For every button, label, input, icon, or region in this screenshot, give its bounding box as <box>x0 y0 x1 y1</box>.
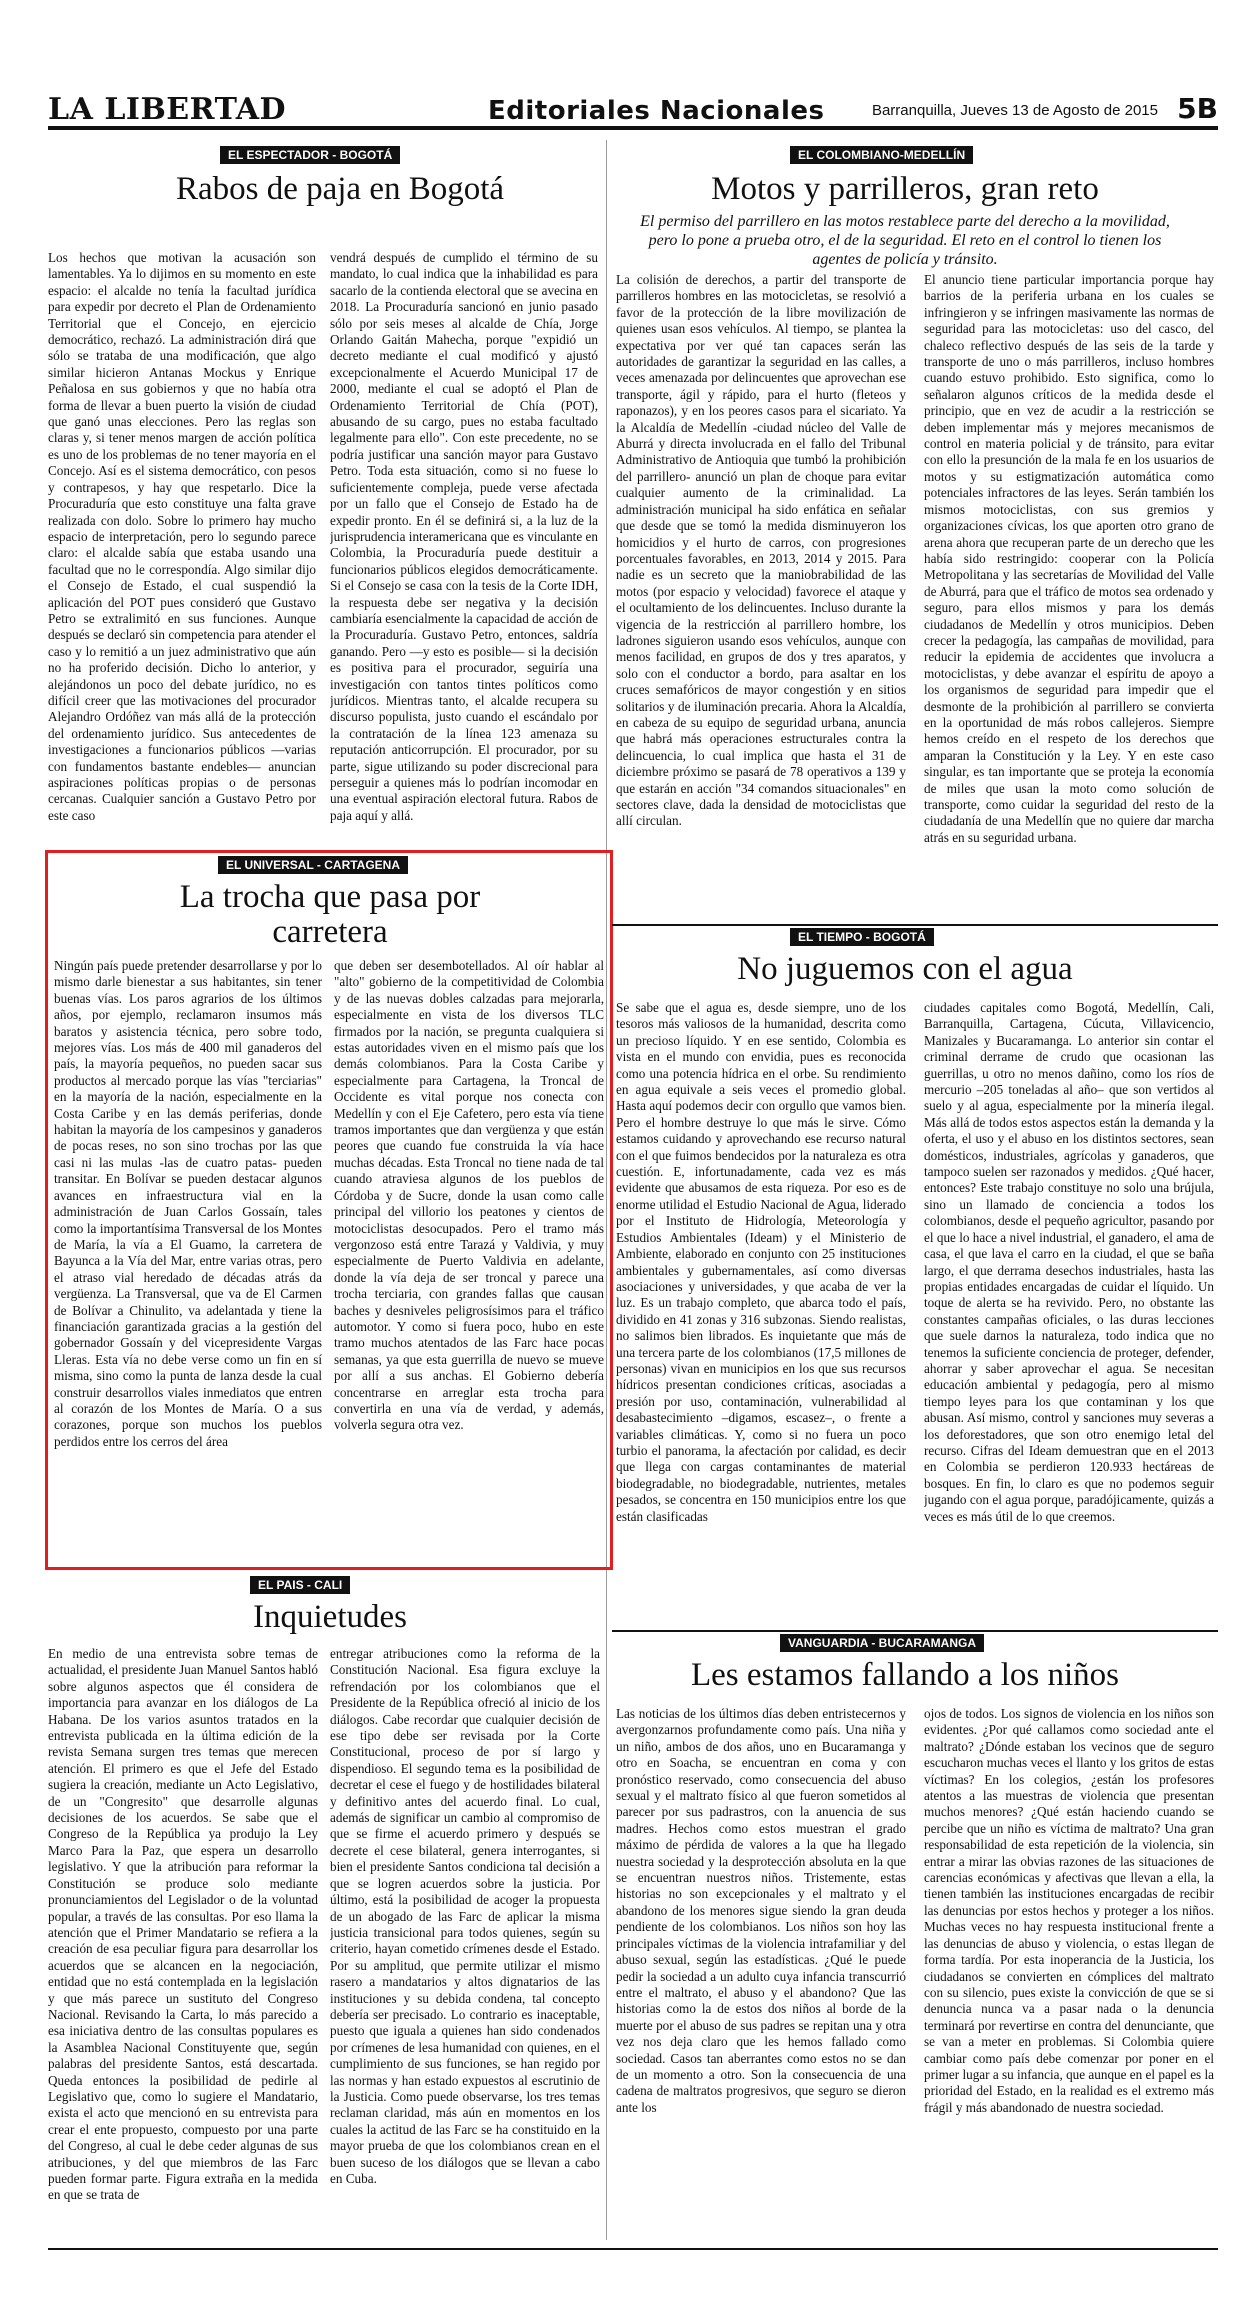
article-column: Las noticias de los últimos días deben entristecernos y avergonzarnos profundamente como país. Una niña y un niño, ambos de dos años, uno en Bucaramanga y otro en Soacha, se encuentran en coma y con pronóstico reservado, como consecuencia del abuso sexual y el maltrato físico al que fueron sometidos al parecer por sus padrastros, con la anuencia de sus madres. Hechos como estos muestran el grado máximo de pérdida de valores a la que ha llegado nuestra sociedad y la desprotección absoluta en la que se encuentran nuestros niños. Tristemente, estas historias no son excepcionales y el maltrato y el abandono de los menores sigue siendo la gran deuda pendiente de los colombianos. Los niños son hoy las principales víctimas de la violencia intrafamiliar y del abuso sexual, según las estadísticas. ¿Qué le puede pedir la sociedad a un adulto cuya infancia transcurrió entre el maltrato, el abuso y el abandono? Que las historias como la de estos dos niños al borde de la muerte por el abuso de sus padres se repitan una y otra vez nos deja claro que les hemos fallado como sociedad. Casos tan aberrantes como estos no se dan de un momento a otro. Son la consecuencia de una cadena de maltratos progresivos, que seguro se dieron ante los <box>616 1706 906 2115</box>
article-source-tag: EL TIEMPO - BOGOTÁ <box>790 928 934 946</box>
article-lede: El permiso del parrillero en las motos restablece parte del derecho a la movilidad, pero lo pone a prueba otro, el de la seguridad. El reto en el control lo tienen los agentes de policía y tránsito. <box>640 213 1170 268</box>
page-number: 5B <box>1177 92 1218 125</box>
article-column: entregar atribuciones como la reforma de la Constitución Nacional. Esa figura excluye la refrendación por los colombianos que el Presidente de la República ofreció al inicio de los diálogos. Cabe recordar que cualquier decisión de ese tipo debe ser revisada por la Corte Constitucional, proceso de por sí largo y dispendioso. El segundo tema es la posibilidad de decretar el cese el fuego y de hostilidades bilateral y definitivo antes del acuerdo final. Lo cual, además de significar un cambio al compromiso de que se firme el acuerdo primero y después se decrete el cese bilateral, genera interrogantes, si bien el presidente Santos condiciona tal decisión a que se logren acuerdos sobre la justicia. Por último, está la posibilidad de acoger la propuesta de un abogado de las Farc de aplicar la misma justicia transicional para todos quienes, según su criterio, hayan cometido crímenes desde el Estado. Por su amplitud, que permite utilizar el mismo rasero a mandatarios y altos dignatarios de las instituciones y su debida condena, tal concepto debería ser precisado. Lo contrario es inaceptable, puesto que iguala a quienes han sido condenados por crímenes de lesa humanidad con quienes, en el cumplimiento de sus funciones, se han regido por las normas y han estado expuestos al escrutinio de la Justicia. Como puede observarse, los tres temas reclaman claridad, más aún en momentos en los cuales la actitud de las Farc se ha constituido en la mayor prueba de que los colombianos crean en el buen suceso de los diálogos que se llevan a cabo en Cuba. <box>330 1646 600 2186</box>
article-column: ciudades capitales como Bogotá, Medellín, Cali, Barranquilla, Cartagena, Cúcuta, Villavicencio, Manizales y Bucaramanga. Lo anterior sin contar el criminal derrame de crudo que ocasionan las guerrillas, u otro no menos dañino, como los ríos de mercurio –205 toneladas al año– que son vertidos al suelo y al agua, especialmente por la minería ilegal. Más allá de todos estos aspectos están la demanda y la oferta, el uso y el abuso en los distintos sectores, sean domésticos, industriales, agrícolas y ganaderos, que tampoco suelen ser razonados y medidos. ¿Qué hacer, entonces? Este trabajo constituye no solo una brújula, sino un llamado de conciencia a todos los colombianos, desde el pequeño agricultor, pasando por el que lo hace a nivel industrial, el ganadero, el ama de casa, el que lava el carro en la ciudad, el que se baña largo, el que derrama desechos industriales, hasta las propias entidades encargadas de cuidar el líquido. Un toque de alerta se ha revivido. Pero, no obstante las constantes campañas oficiales, o las duras lecciones que suele darnos la naturaleza, todo indica que no tenemos la suficiente conciencia de proteger, defender, ahorrar y saber aprovechar el agua. Se necesitan educación ambiental y pedagogía, pero al mismo tiempo leyes para los que contaminan y los que abusan. Así mismo, control y sanciones muy severas a los deforestadores, que son otro enemigo letal del recurso. Cifras del Ideam demuestran que en el 2013 en Colombia se perdieron 120.933 hectáreas de bosques. En fin, lo claro es que no podemos seguir jugando con el agua porque, paradójicamente, quizás a veces es más útil de lo que creemos. <box>924 1000 1214 1524</box>
article-source-tag: EL ESPECTADOR - BOGOTÁ <box>220 146 400 164</box>
article-column: que deben ser desembotellados. Al oír hablar al "alto" gobierno de la competitividad de Colombia y de las nuevas dobles calzadas para mejorarla, especialmente en vista de los diversos TLC firmados por la nación, se pregunta cualquiera si estas autoridades viven en el mismo país que los demás colombianos. Para la Costa Caribe y especialmente para Cartagena, la Troncal de Occidente es vital porque nos conecta con Medellín y con el Eje Cafetero, pero esta vía tiene tramos importantes que dan vergüenza y que están peores que cuando fue construida la vía hace muchas décadas. Esta Troncal no tiene nada de tal cuando atraviesa algunos de los pueblos de Córdoba y de Sucre, donde la usan como calle principal del villorio los peatones y cientos de motociclistas desocupados. Pero el tramo más vergonzoso está entre Tarazá y Valdivia, y muy especialmente de Puerto Valdivia en adelante, donde la vía deja de ser troncal y parece una trocha terciaria, con grandes fallas que causan baches y desniveles peligrosísimos para el tráfico automotor. Y como si fuera poco, hubo en este tramo muchos atentados de las Farc hace pocas semanas, ya que esta guerrilla de nuevo se mueve por allí a sus anchas. El Gobierno debería concentrarse en arreglar esta trocha para convertirla en una vía de verdad, y además, volverla segura otra vez. <box>334 958 604 1433</box>
article-source-tag: VANGUARDIA - BUCARAMANGA <box>780 1634 984 1652</box>
article-column: ojos de todos. Los signos de violencia en los niños son evidentes. ¿Por qué callamos como sociedad ante el maltrato? ¿Dónde estaban los vecinos que de seguro escucharon muchas veces el llanto y los gritos de estas víctimas? En los colegios, ¿están los profesores atentos a las muestras de violencia que presentan muchos menores? ¿Qué están haciendo cuando se percibe que un niño es víctima de maltrato? Una gran responsabilidad de esta repetición de la violencia, sin entrar a mirar las obvias razones de las situaciones de carencias económicas y afectivas que llevan a ella, la tienen también las instituciones encargadas de recibir las denuncias por estos hechos y proteger a los niños. Muchas veces no hay respuesta institucional frente a las denuncias de abuso y violencia, o estas llegan de forma tardía. Por esta inoperancia de la Justicia, los ciudadanos se convierten en cómplices del maltrato con su silencio, pues existe la convicción de que se si denuncia nunca va a pasar nada o la denuncia terminará por revertirse en contra del denunciante, que se van a meter en problemas. Si Colombia quiere cambiar como país debe comenzar por poner en el primer lugar a su infancia, que aunque en el papel es la prioridad del Estado, en la realidad es el extremo más frágil y más abandonado de nuestra sociedad. <box>924 1706 1214 2115</box>
article-headline: Rabos de paja en Bogotá <box>175 171 505 207</box>
article-headline: La trocha que pasa por carretera <box>179 879 481 950</box>
article-column: Ningún país puede pretender desarrollarse y por lo mismo darle bienestar a sus habitantes, sin tener buenas vías. Los paros agrarios de los últimos años, por ejemplo, reclamaron insumos más baratos y asistencia técnica, pero sobre todo, mejores vías. Los más de 400 mil ganaderos del país, la mayoría pequeños, no pueden sacar sus productos al mercado porque las vías "terciarias" en la mayoría de la nación, especialmente en la Costa Caribe y en las demás periferias, donde habitan la mayoría de los campesinos y ganaderos de pocas reses, no son sino trochas por las que casi ni las mulas -las de cuatro patas- pueden transitar. En Bolívar se pueden destacar algunos avances en infraestructura vial en la administración de Juan Carlos Gossaín, tales como la importantísima Transversal de los Montes de María, la vía a El Guamo, la carretera de Bayunca a la Vía del Mar, entre varias otras, pero el atraso vial heredado de décadas atrás da vergüenza. La Transversal, que va de El Carmen de Bolívar a Chinulito, va adelantada y tiene la financiación garantizada gracias a la gestión del gobernador Gossaín y del vicepresidente Vargas Lleras. Esta vía no debe verse como un fin en sí misma, sino como la punta de lanza desde la cual construir desarrollos viales inmediatos que entren al corazón de los Montes de María. O a sus corazones, porque son muchos los pueblos perdidos entre los cerros del área <box>54 958 322 1449</box>
section-divider <box>612 1630 1218 1632</box>
article-column: En medio de una entrevista sobre temas de actualidad, el presidente Juan Manuel Santos habló sobre algunos aspectos que él considera de importancia para avanzar en los diálogos de La Habana. De los varios asuntos tratados en la entrevista publicada en la última edición de la revista Semana surgen tres temas que merecen atención. El primero es que el Jefe del Estado sugiera la creación, mediante un Acto Legislativo, de un "Congresito" que desarrolle algunas decisiones de los acuerdos. Se sabe que el Congreso de la República ya produjo la Ley Marco Para la Paz, que espera un desarrollo legislativo. Y que la atribución para reformar la Constitución se produce solo mediante pronunciamientos del Legislador o de la voluntad popular, a través de las consultas. Por eso llama la atención que el Primer Mandatario se refiera a la creación de esa peculiar figura para desarrollar los acuerdos que se alcancen en la negociación, entidad que no está contemplada en la legislación y que más parece un sustituto del Congreso Nacional. Revisando la Carta, lo más parecido a esa iniciativa dentro de las consultas populares es la Asamblea Nacional Constituyente que, según palabras del presidente Santos, está descartada. Queda entonces la posibilidad de pedirle al Legislativo que, como lo sugiere el Mandatario, exista el acto que mencionó en su entrevista para crear el ente propuesto, compuesto por una parte del Congreso, al cual le debe ceder algunas de sus atribuciones, y del que miembros de las Farc pueden formar parte. Figura extraña en la medida en que se trata de <box>48 1646 318 2203</box>
dateline: Barranquilla, Jueves 13 de Agosto de 2015 <box>871 102 1158 119</box>
article-column: El anuncio tiene particular importancia porque hay barrios de la periferia urbana en los cuales se infringieron y se infringen masivamente las normas de seguridad para las motocicletas: uso del casco, del chaleco reflectivo después de las seis de la tarde y transporte de uno o más parrilleros, incluso hombres cuando estuvo prohibido. Esto significa, como lo señalaron algunos críticos de la medida desde el principio, que en vez de acudir a la restricción se deben implementar más y mejores mecanismos de control en materia policial y de tránsito, para evitar con ello la presunción de la mala fe en los usuarios de motos y su estigmatización automática como potenciales infractores de las leyes. Serán también los mismos motociclistas, con sus gremios y organizaciones cívicas, los que aporten otro grano de arena ahora que recuperan parte de un derecho que les había sido restringido: cooperar con la Policía Metropolitana y las secretarías de Movilidad del Valle de Aburrá, para que el tráfico de motos sea ordenado y seguro, para ellos mismos y para los demás ciudadanos de Medellín y otros municipios. Deben crecer la pedagogía, las campañas de movilidad, para reducir la epidemia de accidentes que involucra a motociclistas, y debe avanzar el espíritu de apoyo a los organismos de seguridad para impedir que el desmonte de la prohibición al parrillero se convierta en la oportunidad de más robos callejeros. Siempre hemos creído en el respeto de los derechos que amparan la Constitución y la Ley. Y en este caso singular, es tan importante que se proteja la economía de miles que usan la moto como solución de transporte, como cuidar la seguridad del resto de la ciudadanía de una Medellín que no quiere dar marcha atrás en su seguridad urbana. <box>924 272 1214 845</box>
article-source-tag: EL PAIS - CALI <box>250 1576 350 1594</box>
article-headline: No juguemos con el agua <box>737 951 1073 987</box>
article-source-tag: EL COLOMBIANO-MEDELLÍN <box>790 146 973 164</box>
article-column: Los hechos que motivan la acusación son lamentables. Ya lo dijimos en su momento en este espacio: el alcalde no tenía la facultad jurídica para expedir por decreto el Plan de Ordenamiento Territorial que el Concejo, en ejercicio democrático, rechazó. La administración dirá que sólo se trataba de una modificación, que algo similar hicieron Antanas Mockus y Enrique Peñalosa en sus gobiernos y que no había otra forma de llevar a buen puerto la visión de ciudad que ganó unas elecciones. Pero las reglas son claras y, si tener menos margen de acción política es uno de los problemas de no tener mayoría en el Concejo. Así es el sistema democrático, con pesos y contrapesos, y hay que respetarlo. Dice la Procuraduría que esto constituye una falta grave realizada con dolo. Sobre lo primero hay mucho espacio de interpretación, pero lo segundo parece claro: el alcalde sabía que estaba usando una facultad que no le correspondía. Algo similar dijo el Consejo de Estado, el cual suspendió la aplicación del POT pues consideró que Gustavo Petro se extralimitó en sus funciones. Aunque después se declaró sin competencia para atender el caso y lo remitió a un juez administrativo que aún no ha proferido decisión. Dicho lo anterior, y alejándonos un poco del debate jurídico, no es difícil creer que las motivaciones del procurador Alejandro Ordóñez van más allá de la protección del ordenamiento jurídico. Sus antecedentes de investigaciones a funcionarios públicos —varias con fundamentos bastante endebles— anuncian aspiraciones políticas propias o de personas cercanas. Cualquier sanción a Gustavo Petro por este caso <box>48 250 316 823</box>
newspaper-name: LA LIBERTAD <box>48 92 287 127</box>
article-column: La colisión de derechos, a partir del transporte de parrilleros hombres en las motocicletas, se resolvió a favor de la protección de la libre movilización de quienes usan esos vehículos. Al tiempo, se plantea la expectativa por ver qué tan capaces serán las autoridades de garantizar la seguridad en las calles, a veces amenazada por delincuentes que aprovechan ese transporte, ágil y rápido, para el hurto (fleteos y raponazos), y en los peores casos para el sicariato. Ya la Alcaldía de Medellín -ciudad núcleo del Valle de Aburrá y directa involucrada en el fallo del Tribunal Administrativo de Antioquia que tumbó la prohibición del parrillero- anunció un plan de choque para evitar cualquier aumento de la criminalidad. La administración municipal ha sido enfática en señalar que desde que se tomó la medida disminuyeron los homicidios y el hurto de carros, con progresiones porcentuales favorables, en 2013, 2014 y 2015. Para nadie es un secreto que la maniobrabilidad de las motos (por espacio y velocidad) favorece el ataque y el ocultamiento de los delincuentes. Incluso durante la vigencia de la restricción al parrillero hombre, los ladrones siguieron usando esos vehículos, aunque con menos facilidad, en grupos de dos y tres aparatos, y solo con el conductor a bordo, para asaltar en los cruces semafóricos de mayor congestión y en sitios solitarios y de iluminación precaria. Ahora la Alcaldía, en cabeza de su equipo de seguridad urbana, anuncia que habrá más operaciones estructurales contra la delincuencia, lo cual implica que hasta el 31 de diciembre próximo se pasará de 78 operativos a 139 y que estarán en acción "34 comandos situacionales" en sectores clave, dada la densidad de motociclistas que allí circulan. <box>616 272 906 829</box>
section-title: Editoriales Nacionales <box>488 96 825 126</box>
article-headline: Inquietudes <box>253 1599 407 1635</box>
footer-rule <box>48 2248 1218 2250</box>
article-column: vendrá después de cumplido el término de su mandato, lo cual indica que la inhabilidad es para sacarlo de la contienda electoral que se avecina en 2018. La Procuraduría sancionó en junio pasado sólo por seis meses al alcalde de Chía, Jorge Orlando Gaitán Mahecha, porque "expidió un decreto mediante el cual modificó y ajustó excepcionalmente el Acuerdo Municipal 17 de 2000, mediante el cual se adoptó el Plan de Ordenamiento Territorial de Chía (POT), abusando de su cargo, pues no estaba facultado legalmente para ello". Con este precedente, no se podría justificar una sanción mayor para Gustavo Petro. Toda esta situación, como si no fuese lo suficientemente compleja, puede verse afectada por un fallo que el Consejo de Estado ha de expedir pronto. En él se definirá si, a la luz de la jurisprudencia interamericana que es vinculante en Colombia, la Procuraduría puede destituir a funcionarios públicos elegidos democráticamente. Si el Consejo se casa con la tesis de la Corte IDH, la respuesta debe ser negativa y la decisión cambiaría esencialmente la capacidad de acción de la Procuraduría. Gustavo Petro, entonces, saldría ganando. Pero —y esto es posible— si la decisión es positiva para el procurador, seguiría una investigación con tantos tintes políticos como jurídicos. Mientras tanto, el alcalde recupera su discurso populista, justo cuando el escándalo por la contratación de la línea 123 amenaza su reputación anticorrupción. El procurador, por su parte, sigue utilizando su poder discrecional para perseguir a quienes más lo podrían incomodar en una eventual aspiración electoral futura. Rabos de paja aquí y allá. <box>330 250 598 823</box>
article-headline: Motos y parrilleros, gran reto <box>711 171 1099 207</box>
article-column: Se sabe que el agua es, desde siempre, uno de los tesoros más valiosos de la humanidad, descrita como un precioso líquido. Y en ese sentido, Colombia es vista en el mundo con envidia, pues es reconocida como una potencia hídrica en el orbe. Su rendimiento en agua equivale a seis veces el promedio global. Hasta aquí podemos decir con orgullo que vamos bien. Pero el hombre destruye lo que más le sirve. Cómo estamos cuidando y aprovechando ese recurso natural con el que fuimos bendecidos por la naturaleza es otra cuestión. E, infortunadamente, cada vez es más evidente que abusamos de esta riqueza. Por eso es de enorme utilidad el Estudio Nacional de Agua, liderado por el Instituto de Hidrología, Meteorología y Estudios Ambientales (Ideam) y el Ministerio de Ambiente, elaborado en conjunto con 25 instituciones ambientales y gubernamentales, así como diversas asociaciones y universidades, y que acaba de ver la luz. Es un trabajo completo, que abarca todo el país, dividido en 41 zonas y 316 subzonas. Siendo realistas, no salimos bien librados. Es inquietante que más de una tercera parte de los colombianos (17,5 millones de personas) vivan en municipios en los que sus recursos hídricos presentan condiciones críticas, asociadas a presión por uso, contaminación, vulnerabilidad al desabastecimiento –digamos, escasez–, o frente a variables climáticas. Y, como si no fuera un poco turbio el panorama, la afectación por calidad, es decir que llega con cargas contaminantes de material biodegradable, no biodegradable, nutrientes, metales pesados, se concentra en 150 municipios entre los que están clasificadas <box>616 1000 906 1524</box>
section-divider <box>612 924 1218 926</box>
article-headline: Les estamos fallando a los niños <box>690 1657 1119 1693</box>
masthead <box>48 92 1218 130</box>
article-source-tag: EL UNIVERSAL - CARTAGENA <box>218 856 408 874</box>
